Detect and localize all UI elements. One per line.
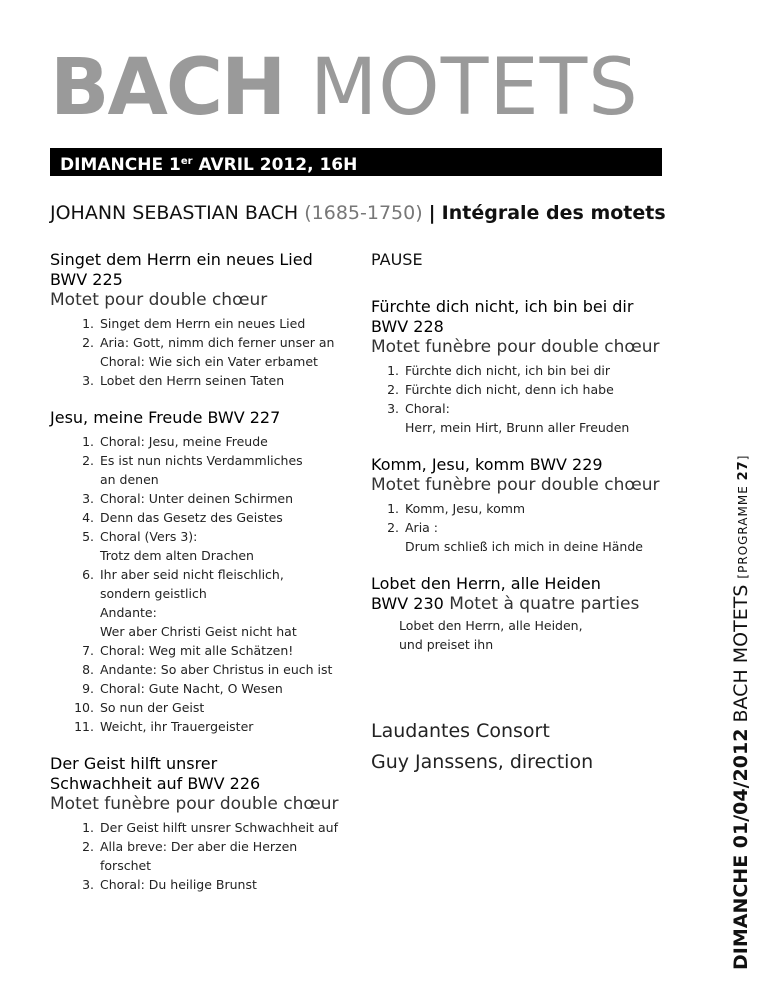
text-line: und preiset ihn xyxy=(399,637,494,652)
work-title xyxy=(50,754,350,794)
list-item xyxy=(50,818,350,837)
item-continuation: Herr, mein Hirt, Brunn aller Freuden xyxy=(405,420,630,435)
item-number: 3. xyxy=(387,401,399,416)
item-text: Alla breve: Der aber die Herzen forschet xyxy=(100,839,298,873)
composer-dates: (1685-1750) xyxy=(304,202,423,224)
item-text: Denn das Gesetz des Geistes xyxy=(100,510,283,525)
item-continuation: Trotz dem alten Drachen xyxy=(100,548,254,563)
work-title-line xyxy=(371,594,691,614)
side-programme xyxy=(736,455,750,579)
item-continuation: Andante: xyxy=(100,605,157,620)
item-text: Choral (Vers 3): xyxy=(100,529,198,544)
list-item xyxy=(371,499,691,518)
item-number: 10. xyxy=(74,700,94,715)
list-item xyxy=(371,518,691,556)
list-item xyxy=(50,432,350,451)
item-text: Fürchte dich nicht, denn ich habe xyxy=(405,382,614,397)
list-item xyxy=(50,451,350,489)
work-bwv230 xyxy=(371,574,691,654)
item-number: 5. xyxy=(82,529,94,544)
list-item xyxy=(371,399,691,437)
list-item xyxy=(50,698,350,717)
right-column xyxy=(371,250,691,778)
item-number: 1. xyxy=(82,820,94,835)
list-item xyxy=(50,565,350,641)
work-subtitle: Motet pour double chœur xyxy=(50,290,268,310)
work-title-line: Komm, Jesu, komm BWV 229 xyxy=(371,455,603,474)
work-subtitle: Motet à quatre parties xyxy=(443,594,640,614)
work-title xyxy=(371,455,691,475)
work-subtitle: Motet funèbre pour double chœur xyxy=(371,337,660,357)
list-item xyxy=(50,679,350,698)
list-item xyxy=(50,489,350,508)
item-text: Choral: Jesu, meine Freude xyxy=(100,434,268,449)
item-text: Choral: Weg mit alle Schätzen! xyxy=(100,643,294,658)
title-bach: BACH xyxy=(50,43,285,133)
list-item xyxy=(371,380,691,399)
list-item xyxy=(50,314,350,333)
item-number: 1. xyxy=(82,434,94,449)
item-number: 1. xyxy=(82,316,94,331)
item-text: Ihr aber seid nicht fleischlich, xyxy=(100,567,284,582)
list-item xyxy=(50,508,350,527)
list-item xyxy=(50,660,350,679)
list-item xyxy=(50,333,350,371)
director-name: Guy Janssens, direction xyxy=(371,751,594,773)
item-number: 1. xyxy=(387,363,399,378)
side-programme-label: [PROGRAMME xyxy=(736,480,750,579)
side-text xyxy=(728,450,757,970)
date-main: DIMANCHE 1 xyxy=(60,155,181,175)
item-text: Choral: Unter deinen Schirmen xyxy=(100,491,294,506)
item-text: Andante: So aber Christus in euch ist xyxy=(100,662,333,677)
list-item xyxy=(371,361,691,380)
item-number: 3. xyxy=(82,877,94,892)
item-continuation: sondern geistlich xyxy=(100,586,207,601)
item-number: 11. xyxy=(74,719,94,734)
item-number: 6. xyxy=(82,567,94,582)
item-number: 3. xyxy=(82,373,94,388)
work-title-line: Lobet den Herrn, alle Heiden xyxy=(371,574,601,593)
item-text: Es ist nun nichts Verdammliches xyxy=(100,453,303,468)
list-item xyxy=(50,837,350,875)
work-bwv227 xyxy=(50,408,350,736)
work-title-line: Der Geist hilft unsrer xyxy=(50,754,218,773)
item-number: 3. xyxy=(82,491,94,506)
side-title: BACH MOTETS xyxy=(730,578,752,729)
composer-subtitle: Intégrale des motets xyxy=(441,202,666,224)
work-bwv225 xyxy=(50,250,350,390)
work-subtitle: Motet funèbre pour double chœur xyxy=(371,475,660,495)
work-title-line: Singet dem Herrn ein neues Lied xyxy=(50,250,313,269)
composer-separator: | xyxy=(428,202,436,224)
item-text: Choral: Du heilige Brunst xyxy=(100,877,257,892)
item-text: Weicht, ihr Trauergeister xyxy=(100,719,254,734)
item-continuation: an denen xyxy=(100,472,159,487)
item-number: 2. xyxy=(387,520,399,535)
work-title-line: Fürchte dich nicht, ich bin bei dir xyxy=(371,297,634,316)
item-number: 1. xyxy=(387,501,399,516)
performers xyxy=(371,716,691,778)
work-title xyxy=(50,250,350,290)
work-bwv226 xyxy=(50,754,350,894)
left-column xyxy=(50,250,350,912)
page-title xyxy=(50,43,670,133)
work-title xyxy=(371,574,691,614)
side-programme-end: ] xyxy=(736,454,750,461)
item-continuation: Choral: Wie sich ein Vater erbamet xyxy=(100,354,318,369)
title-motets: MOTETS xyxy=(310,43,639,133)
work-title-line: BWV 225 xyxy=(50,270,123,289)
movement-list xyxy=(50,818,350,894)
pause-label: PAUSE xyxy=(371,250,423,269)
side-date: DIMANCHE 01/04/2012 xyxy=(730,728,752,970)
composer-name: JOHANN SEBASTIAN BACH xyxy=(50,202,299,224)
item-number: 2. xyxy=(82,453,94,468)
work-bwv: BWV 230 xyxy=(371,594,444,613)
work-title-line: Jesu, meine Freude BWV 227 xyxy=(50,408,281,427)
work-title-line: Schwachheit auf BWV 226 xyxy=(50,774,261,793)
work-title-line: BWV 228 xyxy=(371,317,444,336)
movement-list xyxy=(50,314,350,390)
item-number: 9. xyxy=(82,681,94,696)
list-item xyxy=(50,717,350,736)
item-number: 7. xyxy=(82,643,94,658)
list-item xyxy=(50,641,350,660)
item-text: Aria : xyxy=(405,520,439,535)
text-line: Lobet den Herrn, alle Heiden, xyxy=(399,618,583,633)
item-text: Choral: Gute Nacht, O Wesen xyxy=(100,681,283,696)
date-rest: AVRIL 2012, 16H xyxy=(192,155,358,175)
item-number: 4. xyxy=(82,510,94,525)
movement-list xyxy=(50,432,350,736)
item-number: 2. xyxy=(82,839,94,854)
item-text: Komm, Jesu, komm xyxy=(405,501,526,516)
work-bwv229 xyxy=(371,455,691,556)
item-continuation: Wer aber Christi Geist nicht hat xyxy=(100,624,297,639)
movement-list xyxy=(371,499,691,556)
item-text: Fürchte dich nicht, ich bin bei dir xyxy=(405,363,611,378)
item-text: So nun der Geist xyxy=(100,700,205,715)
list-item xyxy=(50,875,350,894)
item-text: Lobet den Herrn seinen Taten xyxy=(100,373,285,388)
work-title xyxy=(371,297,691,337)
item-number: 2. xyxy=(82,335,94,350)
item-text: Aria: Gott, nimm dich ferner unser an xyxy=(100,335,335,350)
date-bar xyxy=(50,148,662,176)
work-bwv228 xyxy=(371,297,691,437)
list-item xyxy=(50,527,350,565)
movement-list xyxy=(371,361,691,437)
side-programme-number: 27 xyxy=(736,460,751,481)
item-continuation: Drum schließ ich mich in deine Hände xyxy=(405,539,643,554)
item-number: 8. xyxy=(82,662,94,677)
work-title xyxy=(50,408,350,428)
item-number: 2. xyxy=(387,382,399,397)
composer-line xyxy=(50,200,666,226)
date-sup: er xyxy=(180,156,193,167)
list-item xyxy=(50,371,350,390)
item-text: Choral: xyxy=(405,401,450,416)
item-text: Singet dem Herrn ein neues Lied xyxy=(100,316,306,331)
work-subtitle: Motet funèbre pour double chœur xyxy=(50,794,339,814)
item-text: Der Geist hilft unsrer Schwachheit auf xyxy=(100,820,338,835)
text-lines xyxy=(371,616,691,654)
ensemble-name: Laudantes Consort xyxy=(371,720,550,742)
